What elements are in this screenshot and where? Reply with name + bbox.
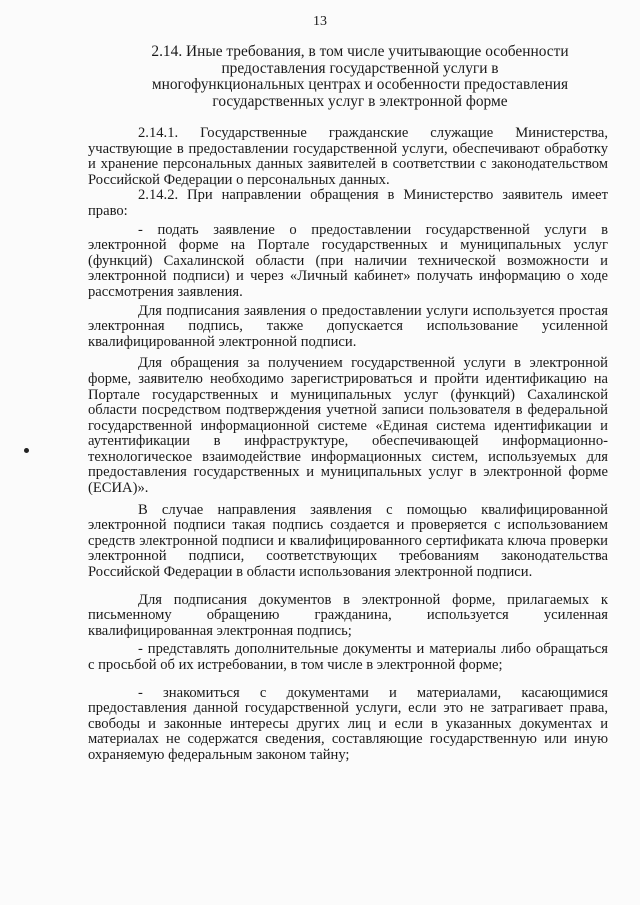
paragraph-attached-documents: Для подписания документов в электронной форме, прилагаемых к письменному обращению гражданина, используется усиленная квалифицированная электронная подпись; <box>88 591 608 639</box>
section-heading: 2.14. Иные требования, в том числе учитывающие особенности предоставления государственной услуги в многофункциональных центрах и особенности предоставления государственных услуг в электронной форме <box>151 43 569 110</box>
paragraph-esia-registration: Для обращения за получением государственной услуги в электронной форме, заявителю необходимо зарегистрироваться и пройти идентификацию на Портале государственных и муниципальных услуг (функций) Сахалинской области посредством подтверждения учетной записи пользователя в федеральной государственной информационной системе «Единая система идентификации и аутентификации в инфраструктуре, обеспечивающей информационно-технологическое взаимодействие информационных систем, используемых для предоставления государственных и муниципальных услуг в электронной форме (ЕСИА)». <box>88 355 608 497</box>
list-item-submit-application: - подать заявление о предоставлении государственной услуги в электронной форме на Портале государственных и муниципальных услуг (функций) Сахалинской области (при наличии технической возможности и электронной подписи) и через «Личный кабинет» получать информацию о ходе рассмотрения заявления. <box>88 221 608 300</box>
scan-margin-dot <box>24 448 29 453</box>
paragraph-2-14-1: 2.14.1. Государственные гражданские служащие Министерства, участвующие в предоставлении государственной услуги, обеспечивают обработку и хранение персональных данных заявителей в соответствии с законодательством Российской Федерации о персональных данных. <box>88 125 608 188</box>
paragraph-simple-signature: Для подписания заявления о предоставлении услуги используется простая электронная подпись, также допускается использование усиленной квалифицированной электронной подписи. <box>88 302 608 350</box>
list-item-review-documents: - знакомиться с документами и материалами, касающимися предоставления данной государственной услуги, если это не затрагивает права, свободы и законные интересы других лиц и если в указанных документах и материалах не содержатся сведения, составляющие государственную или иную охраняемую федеральным законом тайну; <box>88 684 608 763</box>
document-body <box>88 126 608 764</box>
list-item-additional-documents: - представлять дополнительные документы и материалы либо обращаться с просьбой об их истребовании, в том числе в электронной форме; <box>88 641 608 673</box>
paragraph-qualified-signature: В случае направления заявления с помощью квалифицированной электронной подписи такая подпись создается и проверяется с использованием средств электронной подписи и квалифицированного сертификата ключа проверки электронной подписи, соответствующих требованиям законодательства Российской Федерации в области использования электронной подписи. <box>88 501 608 581</box>
page-number: 13 <box>313 14 327 29</box>
paragraph-2-14-2: 2.14.2. При направлении обращения в Министерство заявитель имеет право: <box>88 187 608 219</box>
